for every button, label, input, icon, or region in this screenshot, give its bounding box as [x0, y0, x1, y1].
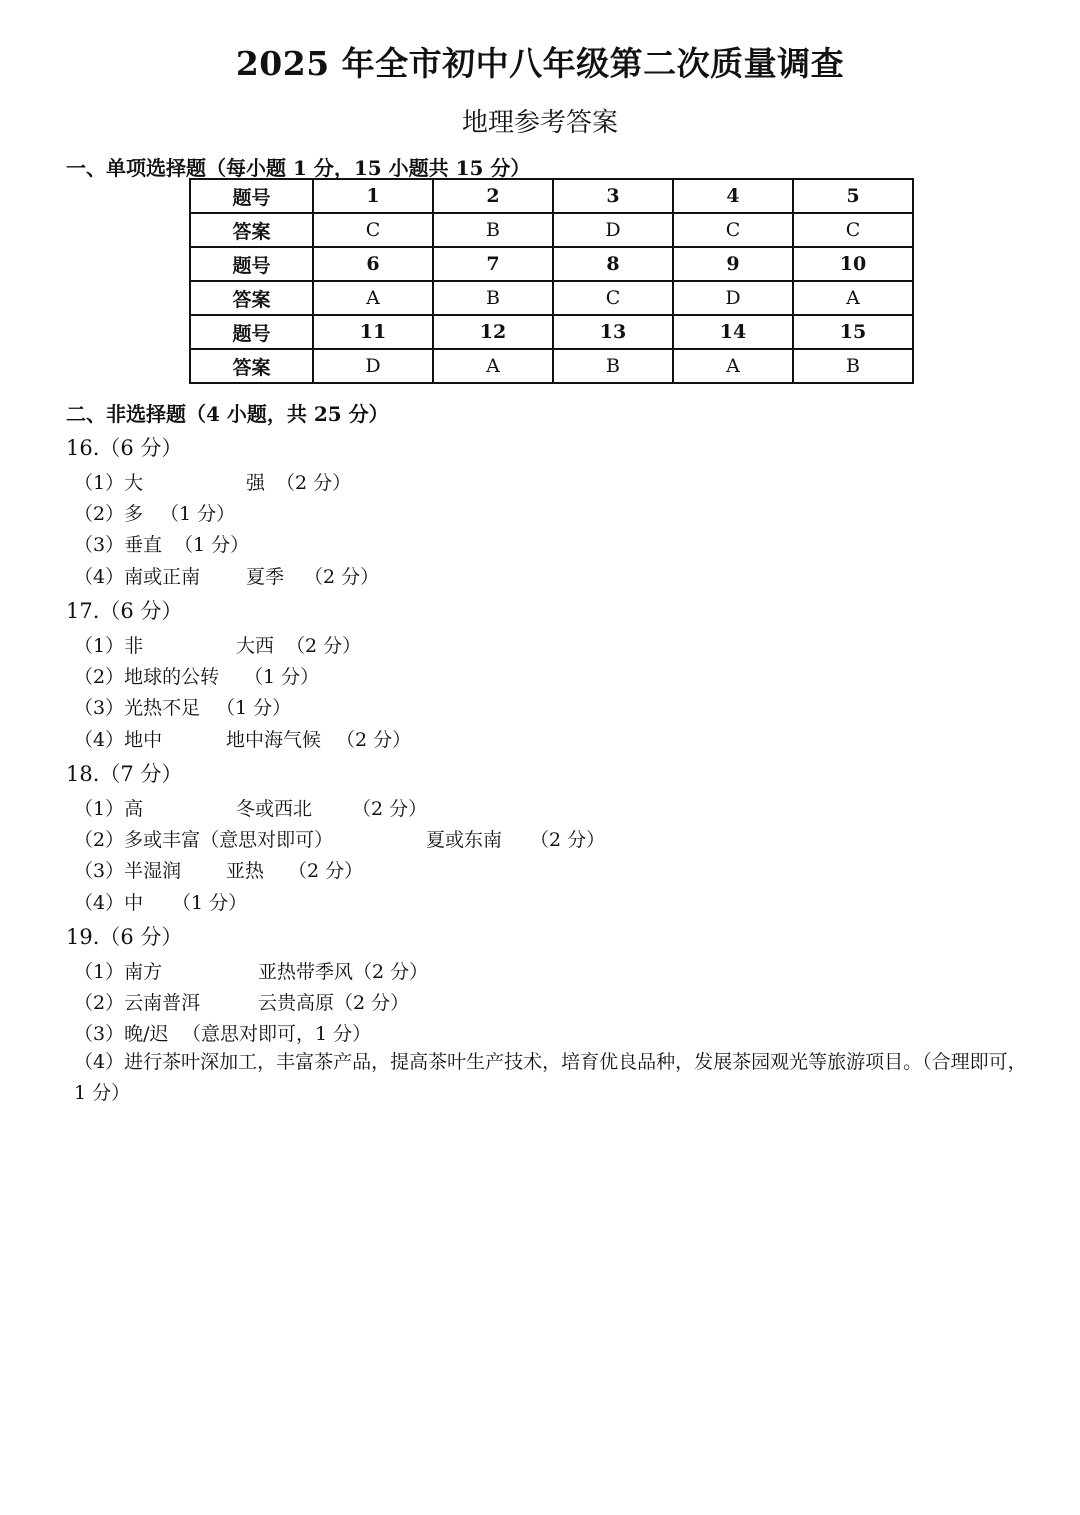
question-18-heading: 18.（7 分） [66, 762, 183, 786]
answer-cell: C [673, 213, 793, 247]
answer-text: （2）多或丰富（意思对即可） [74, 829, 334, 851]
answer-cell: B [553, 349, 673, 383]
question-number-cell: 12 [433, 315, 553, 349]
answer-cell: D [313, 349, 433, 383]
answer-cell: A [793, 281, 913, 315]
row-label-answer: 答案 [190, 213, 313, 247]
score-text: （2 分） [286, 635, 362, 657]
table-row [190, 315, 913, 349]
answer-text: （1）南方 [74, 961, 163, 983]
answer-text: （3）晚/迟 [74, 1023, 169, 1045]
page-subtitle: 地理参考答案 [461, 108, 618, 138]
score-text: （2 分） [276, 472, 352, 494]
score-text: （2 分） [530, 829, 606, 851]
row-label-answer: 答案 [190, 281, 313, 315]
score-text: （意思对即可，1 分） [182, 1023, 372, 1045]
score-text: （1 分） [172, 892, 248, 914]
question-number-cell: 1 [313, 179, 433, 213]
page-title: 2025 年全市初中八年级第二次质量调查 [235, 44, 845, 83]
table-row [190, 281, 913, 315]
answer-cell: A [313, 281, 433, 315]
table-row [190, 247, 913, 281]
question-number-cell: 7 [433, 247, 553, 281]
row-label-answer: 答案 [190, 349, 313, 383]
answer-text: 大西 [236, 635, 275, 657]
answer-text: 强 [246, 472, 266, 494]
score-text: （1 分） [174, 534, 250, 556]
question-number-cell: 11 [313, 315, 433, 349]
q19-line-4: （4）进行茶叶深加工，丰富茶产品，提高茶叶生产技术，培育优良品种，发展茶园观光等旅游项目。（合理即可，1 分） [74, 1051, 1027, 1104]
question-17-heading: 17.（6 分） [66, 599, 183, 623]
score-text: （2 分） [336, 729, 412, 751]
question-number-cell: 3 [553, 179, 673, 213]
answer-cell: B [433, 213, 553, 247]
answer-text: （3）垂直 [74, 534, 163, 556]
answer-cell: C [553, 281, 673, 315]
section2-heading: 二、非选择题（4 小题，共 25 分） [66, 402, 389, 426]
answer-text: 地中海气候 [226, 729, 322, 751]
answer-cell: D [673, 281, 793, 315]
table-row [190, 349, 913, 383]
question-number-cell: 2 [433, 179, 553, 213]
answer-text: 亚热带季风（2 分） [258, 961, 429, 983]
answer-cell: C [793, 213, 913, 247]
question-number-cell: 5 [793, 179, 913, 213]
answer-text: 云贵高原（2 分） [258, 992, 410, 1014]
question-19-heading: 19.（6 分） [66, 925, 183, 949]
question-number-cell: 9 [673, 247, 793, 281]
section1-heading: 一、单项选择题（每小题 1 分，15 小题共 15 分） [66, 156, 531, 180]
answer-cell: A [673, 349, 793, 383]
answer-text: （2）云南普洱 [74, 992, 201, 1014]
row-label-question: 题号 [190, 315, 313, 349]
answer-cell: A [433, 349, 553, 383]
answer-text: （3）光热不足 [74, 697, 201, 719]
score-text: （1 分） [216, 697, 292, 719]
answer-text: 夏或东南 [426, 829, 503, 851]
score-text: （2 分） [288, 860, 364, 882]
answer-cell: D [553, 213, 673, 247]
score-text: （1 分） [244, 666, 320, 688]
table-row [190, 179, 913, 213]
answer-text: 冬或西北 [236, 798, 313, 820]
answer-cell: C [313, 213, 433, 247]
score-text: （2 分） [304, 566, 380, 588]
answer-text: （4）南或正南 [74, 566, 201, 588]
answer-text: （3）半湿润 [74, 860, 182, 882]
answer-text: （1）高 [74, 798, 144, 820]
question-number-cell: 15 [793, 315, 913, 349]
answer-text: （1）非 [74, 635, 144, 657]
question-16-heading: 16.（6 分） [66, 436, 183, 460]
row-label-question: 题号 [190, 179, 313, 213]
question-number-cell: 13 [553, 315, 673, 349]
answer-text: （2）多 [74, 503, 144, 525]
question-number-cell: 4 [673, 179, 793, 213]
score-text: （2 分） [352, 798, 428, 820]
question-number-cell: 6 [313, 247, 433, 281]
answer-text: 夏季 [246, 566, 285, 588]
answer-text: （4）地中 [74, 729, 163, 751]
question-number-cell: 14 [673, 315, 793, 349]
answer-text: 亚热 [226, 860, 265, 882]
answer-table [189, 178, 914, 384]
answer-text: （1）大 [74, 472, 144, 494]
row-label-question: 题号 [190, 247, 313, 281]
table-row [190, 213, 913, 247]
answer-text: （2）地球的公转 [74, 666, 220, 688]
score-text: （1 分） [160, 503, 236, 525]
question-number-cell: 10 [793, 247, 913, 281]
answer-text: （4）中 [74, 892, 144, 914]
answer-cell: B [433, 281, 553, 315]
answer-cell: B [793, 349, 913, 383]
question-number-cell: 8 [553, 247, 673, 281]
